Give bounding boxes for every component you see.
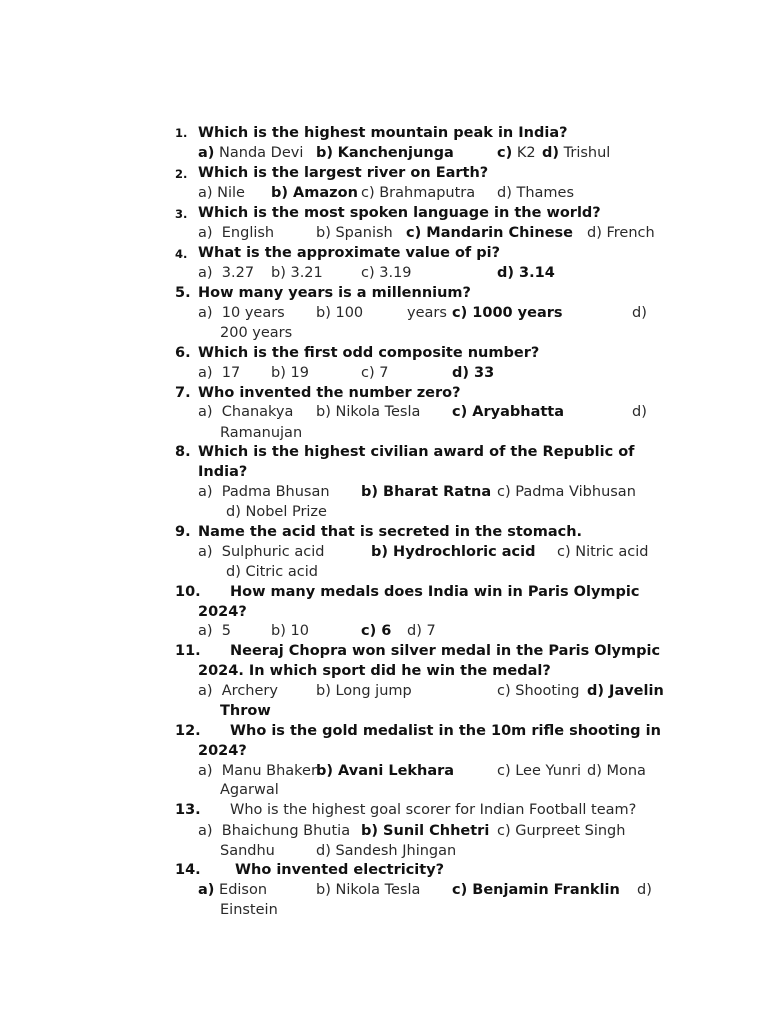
option-a: a) 3.27 [198,265,255,281]
option-d: d) [637,882,652,898]
option-d-cont: Einstein [220,902,278,918]
option-b-answer: b) Bharat Ratna [361,484,492,500]
option-d: d) Thames [497,185,575,201]
option-d-answer: d) 3.14 [497,265,555,281]
option-b: b) Nikola Tesla [316,404,421,420]
option-b-cont: years [407,305,447,321]
option-b-answer: b) Amazon [271,185,358,201]
option-c: c) Shooting [497,683,580,699]
option-a: a) 10 years [198,305,285,321]
option-a: a) English [198,225,275,241]
option-d-cont: Ramanujan [220,425,303,441]
question-text-cont: 2024? [198,743,247,759]
option-d-cont: Throw [220,703,271,719]
question-text-cont: 2024? [198,604,247,620]
option-b-answer: b) Kanchenjunga [316,145,454,161]
option-c-cont: Sandhu [220,843,275,859]
option-b: b) 3.21 [271,265,323,281]
question-1 [175,125,187,141]
option-a: a) Bhaichung Bhutia [198,823,351,839]
option-a: a) 5 [198,623,231,639]
question-text-cont: India? [198,464,248,480]
option-d: d) Sandesh Jhingan [316,843,457,859]
option-b-answer: b) Hydrochloric acid [371,544,536,560]
option-d: d) Nobel Prize [226,504,327,520]
question-number: 4. [175,247,188,261]
option-d: d) Citric acid [226,564,318,580]
option-b-answer: b) Sunil Chhetri [361,823,490,839]
question-text: Who is the gold medalist in the 10m rifle shooting in [230,723,661,739]
option-c: c) Nitric acid [557,544,649,560]
option-c-answer: c) Benjamin Franklin [452,882,620,898]
option-d-cont: Agarwal [220,782,279,798]
option-d: d) [632,404,647,420]
option-a: a) Nanda Devi [198,145,304,161]
question-number: 8. [175,444,191,460]
question-number: 1. [175,126,188,140]
option-d: d) 7 [407,623,436,639]
option-b: b) Nikola Tesla [316,882,421,898]
question-text: How many medals does India win in Paris Olympic [230,584,640,600]
question-number: 9. [175,524,191,540]
question-text: Who invented electricity? [235,862,445,878]
question-text: Neeraj Chopra won silver medal in the Paris Olympic [230,643,661,659]
question-text: Which is the most spoken language in the world? [198,205,601,221]
question-number: 6. [175,345,191,361]
option-d: d) French [587,225,655,241]
option-c: c) Padma Vibhusan [497,484,636,500]
question-text: Which is the highest civilian award of the Republic of [198,444,635,460]
question-number: 3. [175,207,188,221]
question-number: 12. [175,723,201,739]
option-b: b) 100 [316,305,364,321]
option-b: b) 10 [271,623,309,639]
question-text: Who is the highest goal scorer for Indian Football team? [230,802,637,818]
option-c: c) Gurpreet Singh [497,823,626,839]
question-text-cont: 2024. In which sport did he win the medal? [198,663,551,679]
option-b: b) 19 [271,365,309,381]
question-text: Which is the largest river on Earth? [198,165,489,181]
option-c: c) Brahmaputra [361,185,476,201]
question-number: 13. [175,802,201,818]
option-a: a) Chanakya [198,404,294,420]
option-d: d) [632,305,647,321]
option-a: a) Sulphuric acid [198,544,325,560]
question-text: Which is the highest mountain peak in India? [198,125,568,141]
question-text: Name the acid that is secreted in the stomach. [198,524,583,540]
question-number: 10. [175,584,201,600]
option-d-answer: d) 33 [452,365,495,381]
question-number: 11. [175,643,201,659]
option-a: a) Nile [198,185,245,201]
question-number: 14. [175,862,201,878]
question-number: 2. [175,167,188,181]
question-text: Who invented the number zero? [198,385,461,401]
option-c-answer: c) 6 [361,623,392,639]
question-text: What is the approximate value of pi? [198,245,501,261]
option-c: c) K2 [497,145,536,161]
option-a: a) Padma Bhusan [198,484,330,500]
option-d-answer: d) Javelin [587,683,664,699]
option-a: a) Manu Bhaker [198,763,317,779]
question-text: How many years is a millennium? [198,285,471,301]
question-text: Which is the first odd composite number? [198,345,540,361]
option-c: c) Lee Yunri [497,763,582,779]
option-c: c) 3.19 [361,265,412,281]
option-a: a) Edison [198,882,268,898]
option-b-answer: b) Avani Lekhara [316,763,455,779]
option-c: c) 7 [361,365,389,381]
option-d-cont: 200 years [220,325,293,341]
option-c-answer: c) Mandarin Chinese [406,225,574,241]
question-number: 7. [175,385,191,401]
option-d: d) Trishul [542,145,611,161]
option-d: d) Mona [587,763,646,779]
option-b: b) Spanish [316,225,393,241]
option-c-answer: c) Aryabhatta [452,404,565,420]
option-a: a) Archery [198,683,278,699]
option-c-answer: c) 1000 years [452,305,563,321]
option-a: a) 17 [198,365,241,381]
question-number: 5. [175,285,191,301]
option-b: b) Long jump [316,683,412,699]
